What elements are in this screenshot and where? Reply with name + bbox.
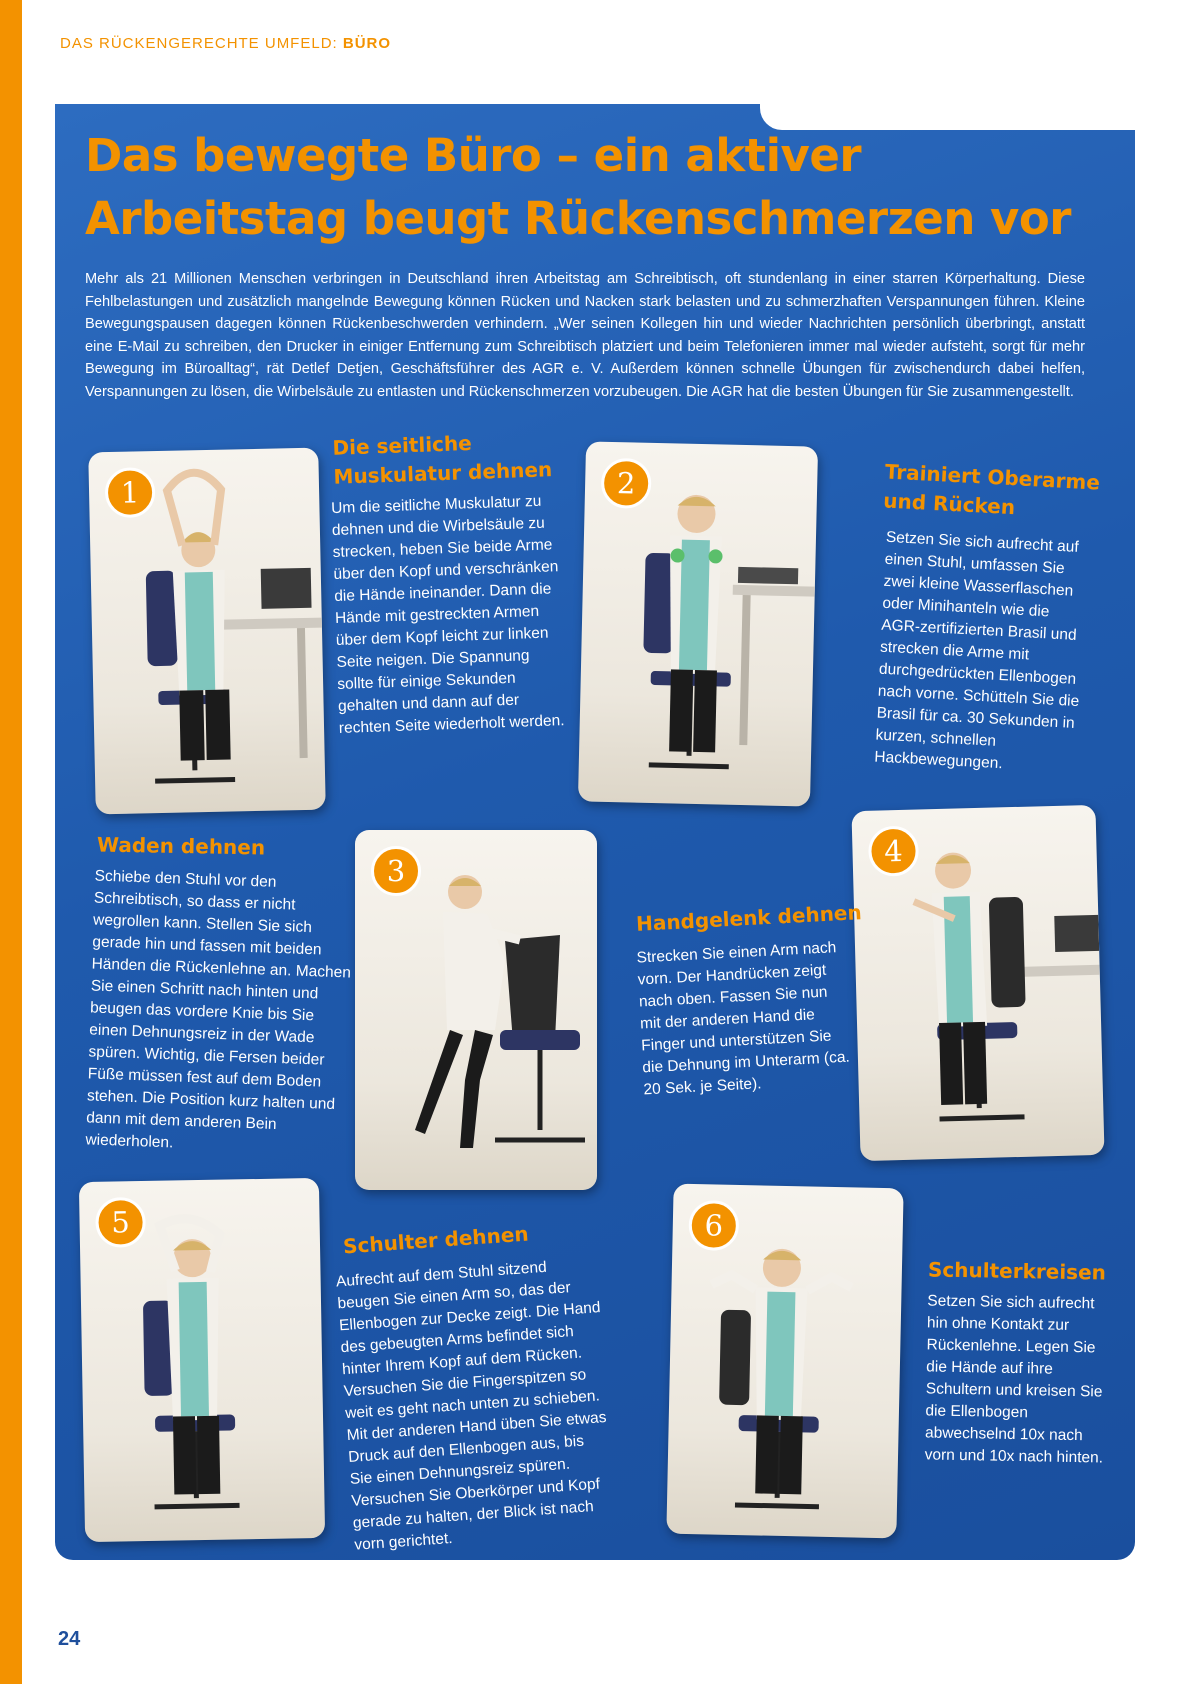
exercise-1-heading-line-1: Die seitliche [332, 430, 473, 460]
exercise-4-text: Strecken Sie einen Arm nach vorn. Der Handrücken zeigt nach oben. Fassen Sie nun mit der anderen Hand die Finger und unterstützen Sie die Dehnung im Unterarm (ca. 20 Sek. je Seite). [636, 939, 851, 1099]
intro-paragraph: Mehr als 21 Millionen Menschen verbringen in Deutschland ihren Arbeitstag am Schreibtisch, oft stundenlang in einer starren Körperhaltung. Diese Fehlbelastungen und zusätzlich mangelnde Bewegung können Rücken und Nacken stark belasten und zu schmerzhaften Verspannungen führen. Kleine Bewegungspausen dagegen können Rückenbeschwerden verhindern. „Wer seinen Kollegen hin und wieder Nachrichten persönlich überbringt, anstatt eine E-Mail zu schreiben, den Drucker in einiger Entfernung zum Schreibtisch platziert und beim Telefonieren immer mal wieder aufsteht, sorgt für mehr Bewegung im Büroalltag“, rät Detlef Detjen, Geschäftsführer des AGR e. V. Außerdem können schnelle Übungen für zwischendurch dabei helfen, Verspannungen zu lösen, die Wirbelsäule zu entlasten und Rückenschmerzen vorzubeugen. Die AGR hat die besten Übungen für Sie zusammengestellt. [85, 271, 1085, 400]
exercise-3-photo [355, 830, 597, 1190]
exercise-2-number-badge: 2 [601, 458, 652, 509]
exercise-1-text: Um die seitliche Muskulatur zu dehnen und die Wirbelsäule zu strecken, heben Sie beide Arme über den Kopf und verschränken die Hände ineinander. Dann die Hände mit gestreckten Armen über dem Kopf leicht zur linken Seite neigen. Die Spannung sollte für einige Sekunden gehalten und dann auf der rechten Seite wiederholt werden. [330, 492, 565, 737]
page-number: 24 [58, 1628, 81, 1650]
exercise-2-heading [883, 457, 1101, 526]
running-head-section: DAS RÜCKENGERECHTE UMFELD: [60, 35, 338, 52]
exercise-6-number-badge: 6 [688, 1200, 739, 1251]
exercise-5-number-badge: 5 [95, 1197, 146, 1248]
exercise-1-heading [332, 426, 553, 492]
running-head [60, 35, 391, 52]
exercise-6-heading [928, 1255, 1106, 1287]
exercise-4-heading-line-1: Handgelenk dehnen [635, 900, 863, 936]
exercise-1-photo [88, 448, 326, 815]
exercise-2-heading-line-1: Trainiert Oberarme [884, 459, 1101, 495]
exercise-2-heading-line-2: und Rücken [882, 488, 1016, 520]
exercise-2-text: Setzen Sie sich aufrecht auf einen Stuhl, umfassen Sie zwei kleine Wasserflaschen oder Minihanteln wie die AGR-zertifizierten Brasil und strecken die Arme mit durchgedrückten Ellenbogen nach vorne. Schütteln Sie die Brasil für ca. 30 Sekunden in kurzen, schnellen Hackbewegungen. [873, 528, 1080, 773]
orange-side-bar [0, 0, 22, 1684]
title-line-1: Das bewegte Büro – ein aktiver [85, 129, 862, 182]
exercise-3-number-badge: 3 [371, 846, 421, 896]
exercise-5-photo [79, 1178, 325, 1542]
running-head-topic: BÜRO [342, 35, 392, 52]
exercise-3-text: Schiebe den Stuhl vor den Schreibtisch, so dass er nicht wegrollen kann. Stellen Sie sich gerade hin und fassen mit beiden Händen die Rückenlehne an. Machen Sie einen Schritt nach hinten und beugen das vordere Knie bis Sie einen Dehnungsreiz in der Wade spüren. Wichtig, die Fersen beider Füße müssen fest auf dem Boden stehen. Die Position kurz halten und dann mit dem anderen Bein wiederholen. [85, 867, 352, 1152]
exercise-4-photo [851, 805, 1104, 1161]
exercise-3-heading-line-1: Waden dehnen [96, 832, 266, 860]
exercise-6-text: Setzen Sie sich aufrecht hin ohne Kontakt zur Rückenlehne. Legen Sie die Hände auf ihre Schultern und kreisen Sie die Ellenbogen abwechselnd 10x nach vorn und 10x nach hinten. [924, 1292, 1104, 1467]
exercise-6-photo [666, 1184, 903, 1539]
exercise-2-photo [578, 441, 818, 806]
exercise-4-number-badge: 4 [868, 826, 919, 877]
exercise-3-heading [97, 831, 266, 863]
exercise-6-heading-line-1: Schulterkreisen [927, 1257, 1107, 1285]
exercise-5-heading-line-1: Schulter dehnen [342, 1221, 530, 1259]
exercise-1-number-badge: 1 [105, 467, 156, 518]
exercise-1-heading-line-2: Muskulatur dehnen [333, 457, 553, 489]
page-title [85, 124, 1105, 250]
title-line-2: Arbeitstag beugt Rückenschmerzen vor [85, 192, 1071, 245]
exercise-5-text: Aufrecht auf dem Stuhl sitzend beugen Sie einen Arm so, das der Ellenbogen zur Decke zeigt. Die Hand des gebeugten Arms befindet sich hinter Ihrem Kopf auf dem Rücken. Versuchen Sie die Fingerspitzen so weit es geht nach unten zu schieben. Mit der anderen Hand üben Sie etwas Druck auf den Ellenbogen aus, bis Sie einen Dehnungsreiz spüren. Versuchen Sie Oberkörper und Kopf gerade zu halten, der Blick ist nach vorn gerichtet. [335, 1258, 607, 1554]
